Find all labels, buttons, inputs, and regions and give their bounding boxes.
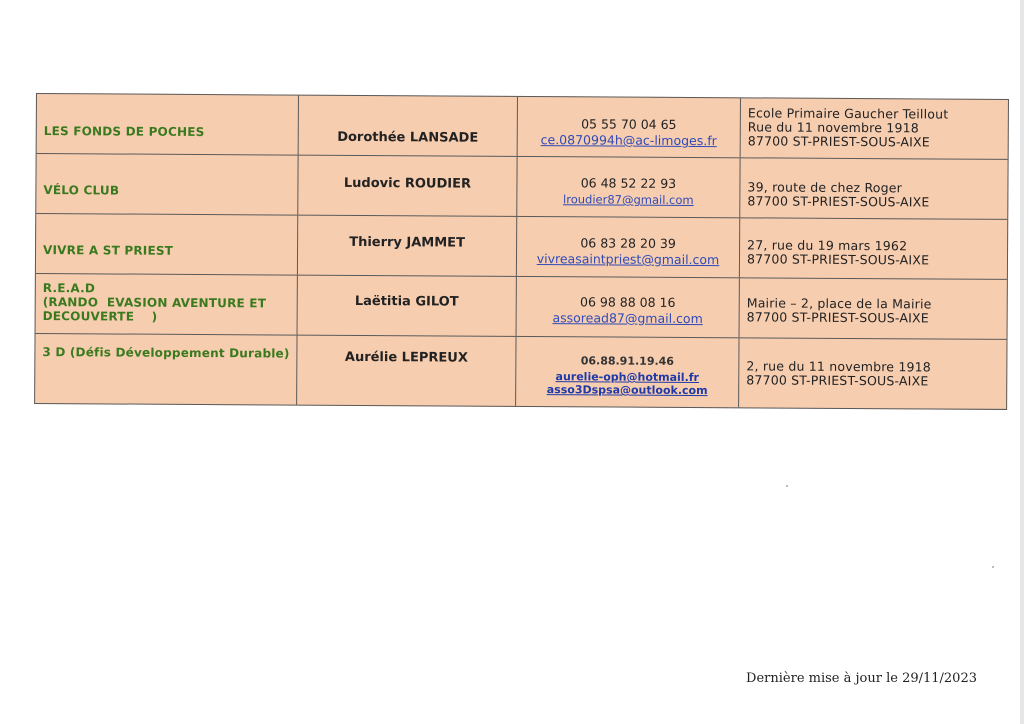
contact-info bbox=[517, 235, 739, 268]
contact-person-cell bbox=[298, 216, 517, 276]
association-name: 3 D (Défis Développement Durable) bbox=[42, 345, 290, 361]
scan-edge bbox=[1020, 0, 1024, 724]
contact-person: Laëtitia GILOT bbox=[354, 293, 459, 310]
address-cell bbox=[741, 98, 1008, 159]
contact-info-cell bbox=[517, 217, 740, 277]
address-cell bbox=[739, 338, 1006, 409]
phone-number: 05 55 70 04 65 bbox=[581, 116, 677, 132]
contact-person: Ludovic ROUDIER bbox=[343, 175, 472, 192]
address-cell bbox=[740, 218, 1007, 279]
scan-speck bbox=[992, 566, 994, 568]
associations-table bbox=[34, 93, 1009, 410]
address: 2, rue du 11 novembre 1918 87700 ST-PRIEST-SOUS-AIXE bbox=[746, 358, 932, 389]
table-row bbox=[36, 214, 1007, 280]
association-cell bbox=[35, 334, 297, 405]
association-cell bbox=[36, 214, 298, 275]
email-link[interactable]: assoread87@gmail.com bbox=[552, 310, 703, 327]
contact-person-cell bbox=[298, 156, 517, 216]
address: 27, rue du 19 mars 1962 87700 ST-PRIEST-SOUS-AIXE bbox=[746, 237, 930, 268]
contact-info-cell bbox=[517, 277, 740, 337]
table-row bbox=[35, 334, 1006, 409]
association-name: R.E.A.D (RANDO EVASION AVENTURE ET DECOUVERTE ) bbox=[42, 281, 267, 324]
contact-person-cell bbox=[297, 336, 516, 406]
address: 39, route de chez Roger 87700 ST-PRIEST-SOUS-AIXE bbox=[747, 179, 930, 210]
phone-number: 06.88.91.19.46 bbox=[580, 354, 675, 368]
association-cell bbox=[36, 274, 298, 335]
address-cell bbox=[740, 278, 1007, 339]
table-row bbox=[37, 94, 1008, 160]
phone-number: 06 48 52 22 93 bbox=[580, 175, 677, 191]
scan-speck bbox=[786, 485, 788, 487]
table-row bbox=[36, 274, 1007, 340]
association-name: VIVRE A ST PRIEST bbox=[42, 243, 174, 258]
contact-info-cell bbox=[516, 337, 739, 407]
association-name: VÉLO CLUB bbox=[43, 183, 120, 198]
address: Ecole Primaire Gaucher Teillout Rue du 11 novembre 1918 87700 ST-PRIEST-SOUS-AIXE bbox=[747, 105, 949, 150]
association-cell bbox=[37, 94, 299, 155]
phone-number: 06 98 88 08 16 bbox=[579, 294, 676, 310]
last-update-note: Dernière mise à jour le 29/11/2023 bbox=[746, 671, 977, 686]
association-cell bbox=[36, 154, 298, 215]
contact-info bbox=[517, 175, 739, 208]
contact-info-cell bbox=[518, 97, 741, 157]
address-cell bbox=[740, 158, 1007, 219]
contact-info bbox=[516, 354, 738, 397]
table-row bbox=[36, 154, 1007, 220]
email-link[interactable]: aurelie-oph@hotmail.fr bbox=[555, 370, 700, 385]
email-link[interactable]: ce.0870994h@ac-limoges.fr bbox=[540, 132, 717, 149]
contact-person: Thierry JAMMET bbox=[349, 234, 466, 251]
contact-person: Dorothée LANSADE bbox=[337, 129, 479, 146]
email-link[interactable]: vivreasaintpriest@gmail.com bbox=[536, 251, 720, 268]
contact-person-cell bbox=[298, 276, 517, 336]
email-link[interactable]: asso3Dspsa@outlook.com bbox=[546, 383, 708, 398]
contact-info bbox=[518, 116, 740, 149]
contact-person: Aurélie LEPREUX bbox=[344, 349, 468, 366]
contact-person-cell bbox=[299, 96, 518, 156]
contact-info bbox=[517, 294, 739, 327]
association-name: LES FONDS DE POCHES bbox=[43, 124, 205, 140]
contact-info-cell bbox=[517, 157, 740, 217]
email-link[interactable]: lroudier87@gmail.com bbox=[563, 192, 694, 208]
address: Mairie – 2, place de la Mairie 87700 ST-PRIEST-SOUS-AIXE bbox=[746, 295, 932, 326]
phone-number: 06 83 28 20 39 bbox=[580, 235, 676, 251]
